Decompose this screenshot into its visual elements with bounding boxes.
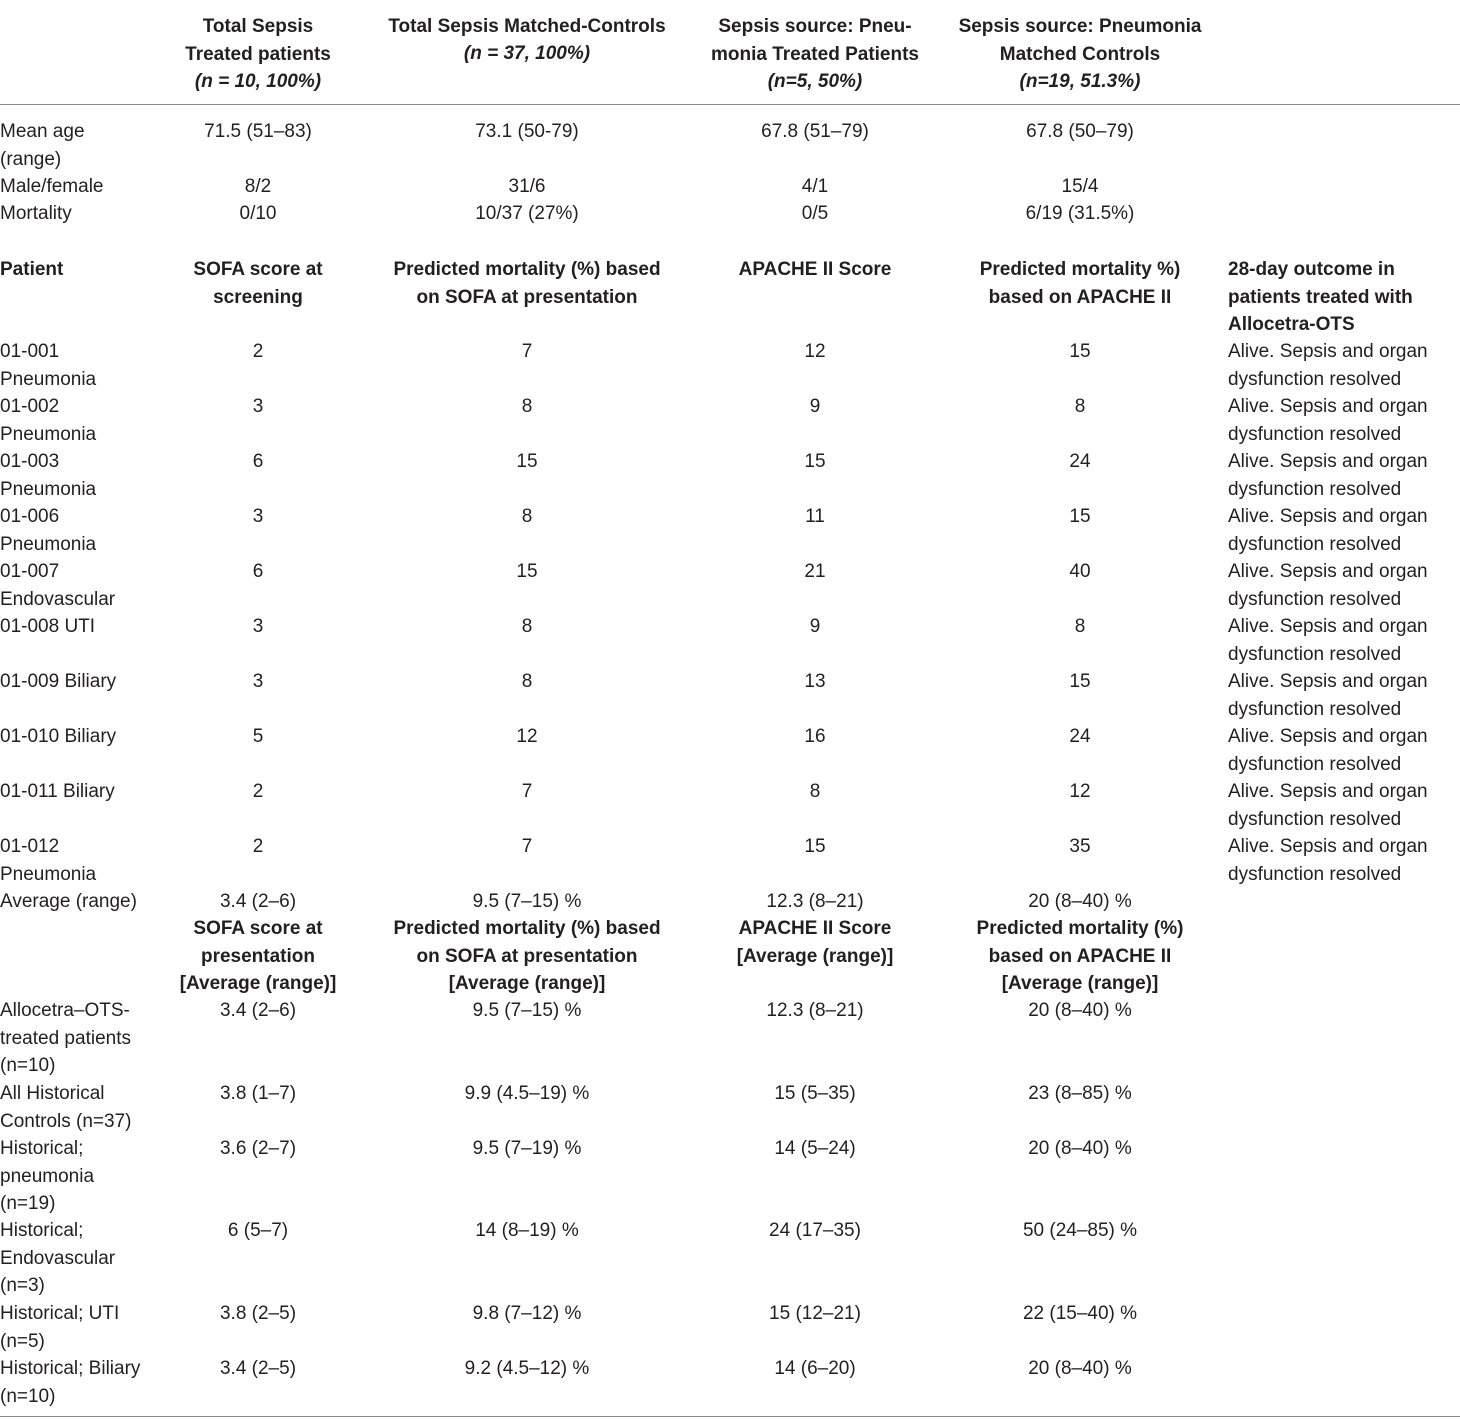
header-col2-sub: (n = 37, 100%) xyxy=(463,43,591,64)
summary-sofa: 6 (5–7) xyxy=(227,1220,289,1241)
patient-outcome: Alive. Sepsis and organ dysfunction resolved xyxy=(1228,671,1428,720)
demo-value: 31/6 xyxy=(508,176,546,197)
patient-sofa: 2 xyxy=(252,781,264,802)
patient-apache: 8 xyxy=(809,781,821,802)
patient-apache: 15 xyxy=(804,836,826,857)
patient-sofa: 2 xyxy=(252,836,264,857)
patient-id: 01-001 Pneumonia xyxy=(0,341,97,390)
summary-sofa-mortality: 9.5 (7–15) % xyxy=(472,1000,582,1021)
patient-id: 01-003 Pneumonia xyxy=(0,451,97,500)
patient-outcome: Alive. Sepsis and organ dysfunction resolved xyxy=(1228,341,1428,390)
header-col3-title: Sepsis source: Pneu- monia Treated Patients xyxy=(710,16,919,65)
patient-id: 01-006 Pneumonia xyxy=(0,506,97,555)
demo-value: 4/1 xyxy=(801,176,829,197)
patient-outcome: Alive. Sepsis and organ dysfunction resolved xyxy=(1228,396,1428,445)
patient-apache: 15 xyxy=(804,451,826,472)
summary-apache-mortality: 22 (15–40) % xyxy=(1022,1303,1138,1324)
summary-apache: 15 (5–35) xyxy=(774,1083,856,1104)
patient-apache-mortality: 15 xyxy=(1069,341,1091,362)
patient-apache-mortality: 15 xyxy=(1069,671,1091,692)
patient-sofa: 3 xyxy=(252,671,264,692)
summary-sofa-mortality: 9.2 (4.5–12) % xyxy=(464,1358,590,1379)
header-col3-sub: (n=5, 50%) xyxy=(767,71,863,92)
average-sofa: 3.4 (2–6) xyxy=(219,891,297,912)
demo-label: Male/female xyxy=(0,176,104,197)
summary-header-apache-mortality: Predicted mortality (%) based on APACHE II [Average (range)] xyxy=(976,918,1184,994)
bottom-divider xyxy=(0,1416,1460,1417)
header-divider xyxy=(0,104,1460,105)
summary-sofa: 3.8 (1–7) xyxy=(219,1083,297,1104)
summary-sofa: 3.4 (2–5) xyxy=(219,1358,297,1379)
summary-apache: 12.3 (8–21) xyxy=(766,1000,864,1021)
patient-outcome: Alive. Sepsis and organ dysfunction resolved xyxy=(1228,506,1428,555)
summary-header-sofa-mortality: Predicted mortality (%) based on SOFA at presentation [Average (range)] xyxy=(393,918,661,994)
patients-header-apache: APACHE II Score xyxy=(738,259,892,280)
patient-sofa-mortality: 8 xyxy=(521,616,533,637)
average-sofa-mortality: 9.5 (7–15) % xyxy=(472,891,582,912)
average-apache: 12.3 (8–21) xyxy=(766,891,864,912)
summary-label: Historical; UTI (n=5) xyxy=(0,1303,120,1352)
patient-sofa-mortality: 8 xyxy=(521,396,533,417)
patients-header-patient: Patient xyxy=(0,259,64,280)
summary-label: All Historical Controls (n=37) xyxy=(0,1083,132,1132)
patient-apache: 12 xyxy=(804,341,826,362)
demo-value: 6/19 (31.5%) xyxy=(1025,203,1135,224)
patient-id: 01-007 Endovascular xyxy=(0,561,116,610)
patient-outcome: Alive. Sepsis and organ dysfunction resolved xyxy=(1228,726,1428,775)
summary-sofa-mortality: 9.5 (7–19) % xyxy=(472,1138,582,1159)
demo-value: 0/10 xyxy=(239,203,277,224)
patient-sofa: 6 xyxy=(252,451,264,472)
patient-apache: 16 xyxy=(804,726,826,747)
patient-outcome: Alive. Sepsis and organ dysfunction resolved xyxy=(1228,561,1428,610)
summary-sofa: 3.6 (2–7) xyxy=(219,1138,297,1159)
summary-label: Historical; Biliary (n=10) xyxy=(0,1358,141,1407)
patient-apache-mortality: 40 xyxy=(1069,561,1091,582)
summary-apache-mortality: 50 (24–85) % xyxy=(1022,1220,1138,1241)
patient-id: 01-010 Biliary xyxy=(0,726,117,747)
patient-sofa: 3 xyxy=(252,616,264,637)
header-col4-title: Sepsis source: Pneumonia Matched Controls xyxy=(958,16,1202,65)
patient-sofa-mortality: 15 xyxy=(516,561,538,582)
patient-apache-mortality: 8 xyxy=(1074,396,1086,417)
average-label: Average (range) xyxy=(0,891,137,912)
demo-value: 10/37 (27%) xyxy=(475,203,579,224)
patient-apache-mortality: 24 xyxy=(1069,451,1091,472)
patient-sofa: 6 xyxy=(252,561,264,582)
patients-header-outcome: 28-day outcome in patients treated with Allocetra-OTS xyxy=(1228,259,1413,335)
patient-apache-mortality: 8 xyxy=(1074,616,1086,637)
patient-apache-mortality: 15 xyxy=(1069,506,1091,527)
patient-apache-mortality: 24 xyxy=(1069,726,1091,747)
demo-value: 71.5 (51–83) xyxy=(204,121,312,142)
summary-sofa-mortality: 9.9 (4.5–19) % xyxy=(464,1083,590,1104)
summary-apache-mortality: 23 (8–85) % xyxy=(1028,1083,1132,1104)
average-apache-mortality: 20 (8–40) % xyxy=(1028,891,1132,912)
patient-sofa: 3 xyxy=(252,506,264,527)
patient-sofa-mortality: 12 xyxy=(516,726,538,747)
patients-header-apache-mortality: Predicted mortality %) based on APACHE II xyxy=(979,259,1181,308)
patient-sofa-mortality: 8 xyxy=(521,506,533,527)
demo-value: 67.8 (50–79) xyxy=(1026,121,1134,142)
summary-label: Historical; Endovascular (n=3) xyxy=(0,1220,116,1296)
summary-apache: 14 (6–20) xyxy=(774,1358,856,1379)
patient-outcome: Alive. Sepsis and organ dysfunction resolved xyxy=(1228,836,1428,885)
demo-value: 0/5 xyxy=(801,203,829,224)
patient-sofa-mortality: 7 xyxy=(521,836,533,857)
demo-value: 73.1 (50-79) xyxy=(475,121,579,142)
patient-sofa-mortality: 8 xyxy=(521,671,533,692)
summary-apache-mortality: 20 (8–40) % xyxy=(1028,1358,1132,1379)
demo-value: 15/4 xyxy=(1061,176,1099,197)
summary-apache: 14 (5–24) xyxy=(774,1138,856,1159)
summary-sofa-mortality: 9.8 (7–12) % xyxy=(472,1303,582,1324)
patient-id: 01-009 Biliary xyxy=(0,671,117,692)
patient-sofa-mortality: 7 xyxy=(521,341,533,362)
summary-apache-mortality: 20 (8–40) % xyxy=(1028,1000,1132,1021)
patient-outcome: Alive. Sepsis and organ dysfunction resolved xyxy=(1228,781,1428,830)
patient-apache: 9 xyxy=(809,616,821,637)
summary-sofa-mortality: 14 (8–19) % xyxy=(475,1220,579,1241)
patient-id: 01-002 Pneumonia xyxy=(0,396,97,445)
summary-apache: 24 (17–35) xyxy=(769,1220,861,1241)
patient-apache: 21 xyxy=(804,561,826,582)
summary-label: Historical; pneumonia (n=19) xyxy=(0,1138,95,1214)
patient-outcome: Alive. Sepsis and organ dysfunction resolved xyxy=(1228,451,1428,500)
summary-apache: 15 (12–21) xyxy=(769,1303,861,1324)
patient-sofa-mortality: 7 xyxy=(521,781,533,802)
patient-apache: 11 xyxy=(805,506,825,527)
header-col1-sub: (n = 10, 100%) xyxy=(194,71,322,92)
patient-sofa: 5 xyxy=(252,726,264,747)
summary-label: Allocetra–OTS- treated patients (n=10) xyxy=(0,1000,131,1076)
patient-sofa: 3 xyxy=(252,396,264,417)
demo-label: Mean age (range) xyxy=(0,121,85,170)
summary-sofa: 3.8 (2–5) xyxy=(219,1303,297,1324)
demo-label: Mortality xyxy=(0,203,72,224)
summary-header-apache: APACHE II Score [Average (range)] xyxy=(736,918,894,967)
header-col1-title: Total Sepsis Treated patients xyxy=(185,16,331,65)
patients-header-sofa-mortality: Predicted mortality (%) based on SOFA at presentation xyxy=(393,259,661,308)
patient-apache: 9 xyxy=(809,396,821,417)
patient-sofa: 2 xyxy=(252,341,264,362)
patient-id: 01-012 Pneumonia xyxy=(0,836,97,885)
demo-value: 67.8 (51–79) xyxy=(761,121,869,142)
patient-apache-mortality: 35 xyxy=(1069,836,1091,857)
patient-id: 01-008 UTI xyxy=(0,616,96,637)
header-col4-sub: (n=19, 51.3%) xyxy=(1019,71,1141,92)
summary-header-sofa: SOFA score at presentation [Average (range)] xyxy=(179,918,337,994)
patients-header-sofa: SOFA score at screening xyxy=(193,259,323,308)
demo-value: 8/2 xyxy=(244,176,272,197)
summary-apache-mortality: 20 (8–40) % xyxy=(1028,1138,1132,1159)
patient-id: 01-011 Biliary xyxy=(0,781,115,802)
patient-sofa-mortality: 15 xyxy=(516,451,538,472)
summary-sofa: 3.4 (2–6) xyxy=(219,1000,297,1021)
header-col2-title: Total Sepsis Matched-Controls xyxy=(388,16,666,37)
patient-outcome: Alive. Sepsis and organ dysfunction resolved xyxy=(1228,616,1428,665)
patient-apache-mortality: 12 xyxy=(1069,781,1091,802)
patient-apache: 13 xyxy=(804,671,826,692)
